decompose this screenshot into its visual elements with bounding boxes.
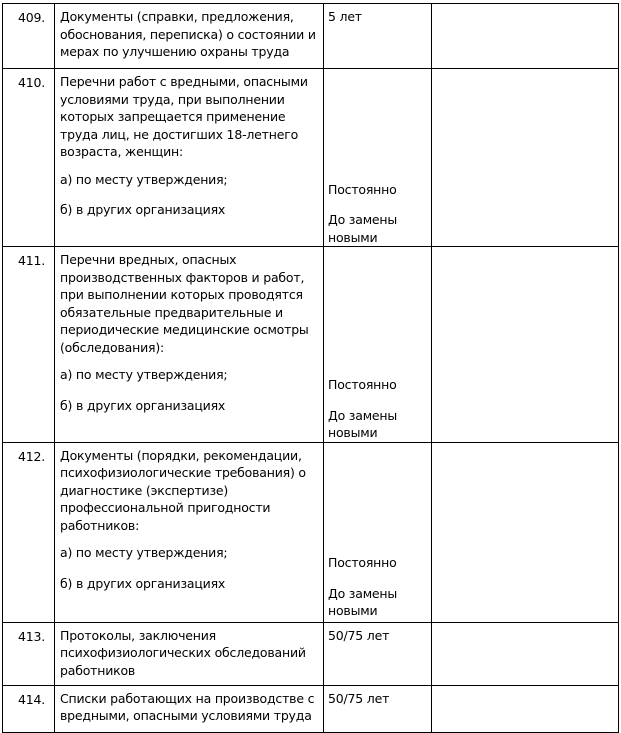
- note-cell: [432, 4, 619, 69]
- sub-item-label: б) в других организациях: [60, 397, 226, 413]
- retention-term: [324, 442, 432, 622]
- sub-item-term: До замены новыми: [328, 212, 398, 245]
- table-row: [3, 247, 619, 443]
- sub-item-label: а) по месту утверждения;: [60, 367, 228, 382]
- sub-item-term: До замены новыми: [328, 407, 398, 440]
- document-title: [55, 685, 324, 732]
- row-number: 413.: [3, 622, 55, 685]
- retention-term: 5 лет: [324, 4, 432, 69]
- note-cell: [432, 69, 619, 247]
- title-text: Протоколы, заключения психофизиологических обследований работников: [60, 627, 306, 678]
- row-number: 411.: [3, 247, 55, 443]
- sub-item-term: До замены новыми: [328, 585, 398, 618]
- document-title: [55, 69, 324, 247]
- document-title: [55, 247, 324, 443]
- retention-term: 50/75 лет: [324, 685, 432, 732]
- title-text: Документы (порядки, рекомендации, психофизиологические требования) о диагностике (экспертизе) профессиональной пригодности работников:: [60, 447, 306, 533]
- note-cell: [432, 247, 619, 443]
- document-title: [55, 622, 324, 685]
- title-text: Перечни вредных, опасных производственных факторов и работ, при выполнении которых проводятся обязательные предварительные и периодические медицинские осмотры (обследования):: [60, 252, 309, 355]
- table-row: [3, 4, 619, 69]
- table-row: [3, 622, 619, 685]
- row-number: 414.: [3, 685, 55, 732]
- row-number: 412.: [3, 442, 55, 622]
- sub-item-label: а) по месту утверждения;: [60, 545, 228, 560]
- sub-item-label: б) в других организациях: [60, 575, 226, 591]
- retention-term: [324, 69, 432, 247]
- document-title: [55, 442, 324, 622]
- retention-term: 50/75 лет: [324, 622, 432, 685]
- title-text: Документы (справки, предложения, обоснования, переписка) о состоянии и мерах по улучшению охраны труда: [60, 9, 316, 59]
- note-cell: [432, 622, 619, 685]
- note-cell: [432, 685, 619, 732]
- retention-term: [324, 247, 432, 443]
- sub-item-label: б) в других организациях: [60, 202, 226, 217]
- title-text: Перечни работ с вредными, опасными условиями труда, при выполнении которых запрещается применение труда лиц, не достигших 18-летнего возраста, женщин:: [60, 74, 308, 159]
- sub-item-term: Постоянно: [328, 555, 397, 570]
- note-cell: [432, 442, 619, 622]
- row-number: 409.: [3, 4, 55, 69]
- retention-table: [2, 3, 619, 733]
- table-row: [3, 442, 619, 622]
- table-row: [3, 69, 619, 247]
- row-number: 410.: [3, 69, 55, 247]
- table-row: [3, 685, 619, 732]
- document-title: [55, 4, 324, 69]
- sub-item-term: Постоянно: [328, 377, 397, 392]
- title-text: Списки работающих на производстве с вредными, опасными условиями труда: [60, 690, 315, 723]
- sub-item-label: а) по месту утверждения;: [60, 171, 228, 187]
- sub-item-term: Постоянно: [328, 181, 397, 197]
